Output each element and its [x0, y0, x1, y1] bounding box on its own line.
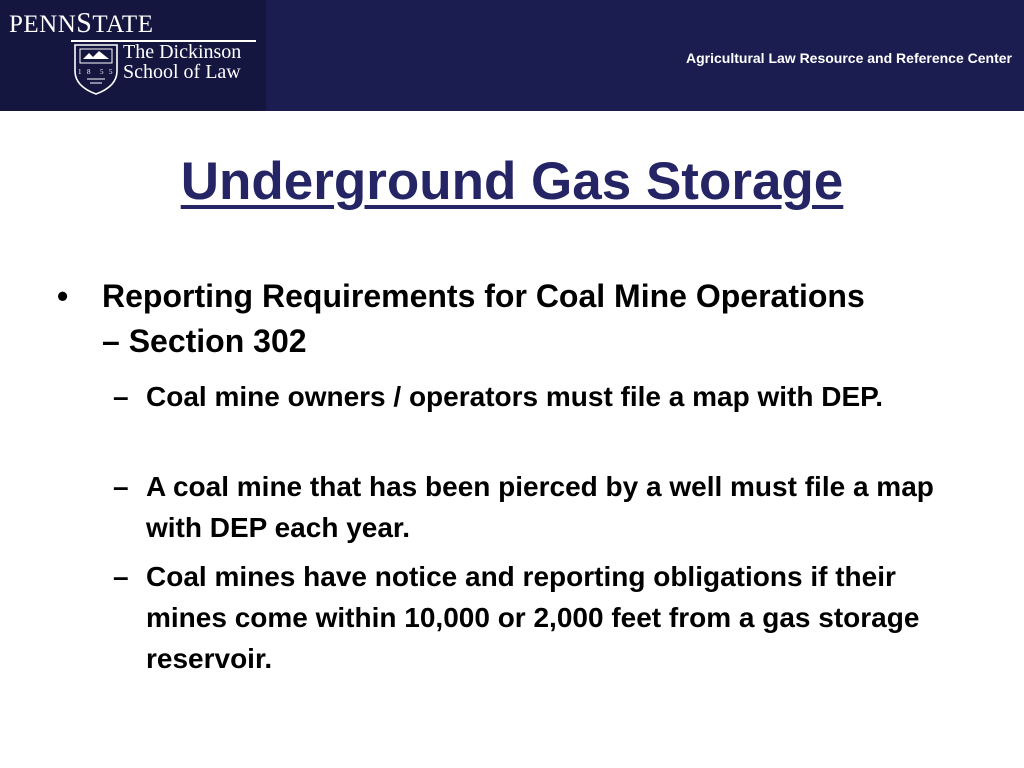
sub-bullet-marker: –: [113, 381, 129, 412]
slide-title-text: Underground Gas Storage: [180, 152, 844, 211]
center-name: Agricultural Law Resource and Reference Center: [686, 50, 1012, 66]
school-name-line2: School of Law: [123, 61, 241, 83]
school-name-line1: The Dickinson: [123, 41, 242, 63]
bullet-marker: •: [57, 278, 69, 314]
sub-bullet-marker: –: [113, 561, 129, 592]
sub-bullet-text: Coal mine owners / operators must file a map with DEP.: [146, 381, 883, 412]
sub-bullet-text: A coal mine that has been pierced by a well must file a map with DEP each year.: [146, 471, 934, 543]
svg-text:5: 5: [109, 68, 113, 76]
pennstate-wordmark: PENNSTATE: [9, 8, 154, 39]
bullet-text: Reporting Requirements for Coal Mine Operations – Section 302: [102, 278, 865, 359]
svg-text:1: 1: [78, 68, 82, 76]
svg-text:5: 5: [100, 68, 104, 76]
sub-bullet-marker: –: [113, 471, 129, 502]
svg-text:8: 8: [87, 68, 91, 76]
sub-bullet-text: Coal mines have notice and reporting obligations if their mines come within 10,000 or 2,000 feet from a gas storage reservoir.: [146, 561, 920, 674]
